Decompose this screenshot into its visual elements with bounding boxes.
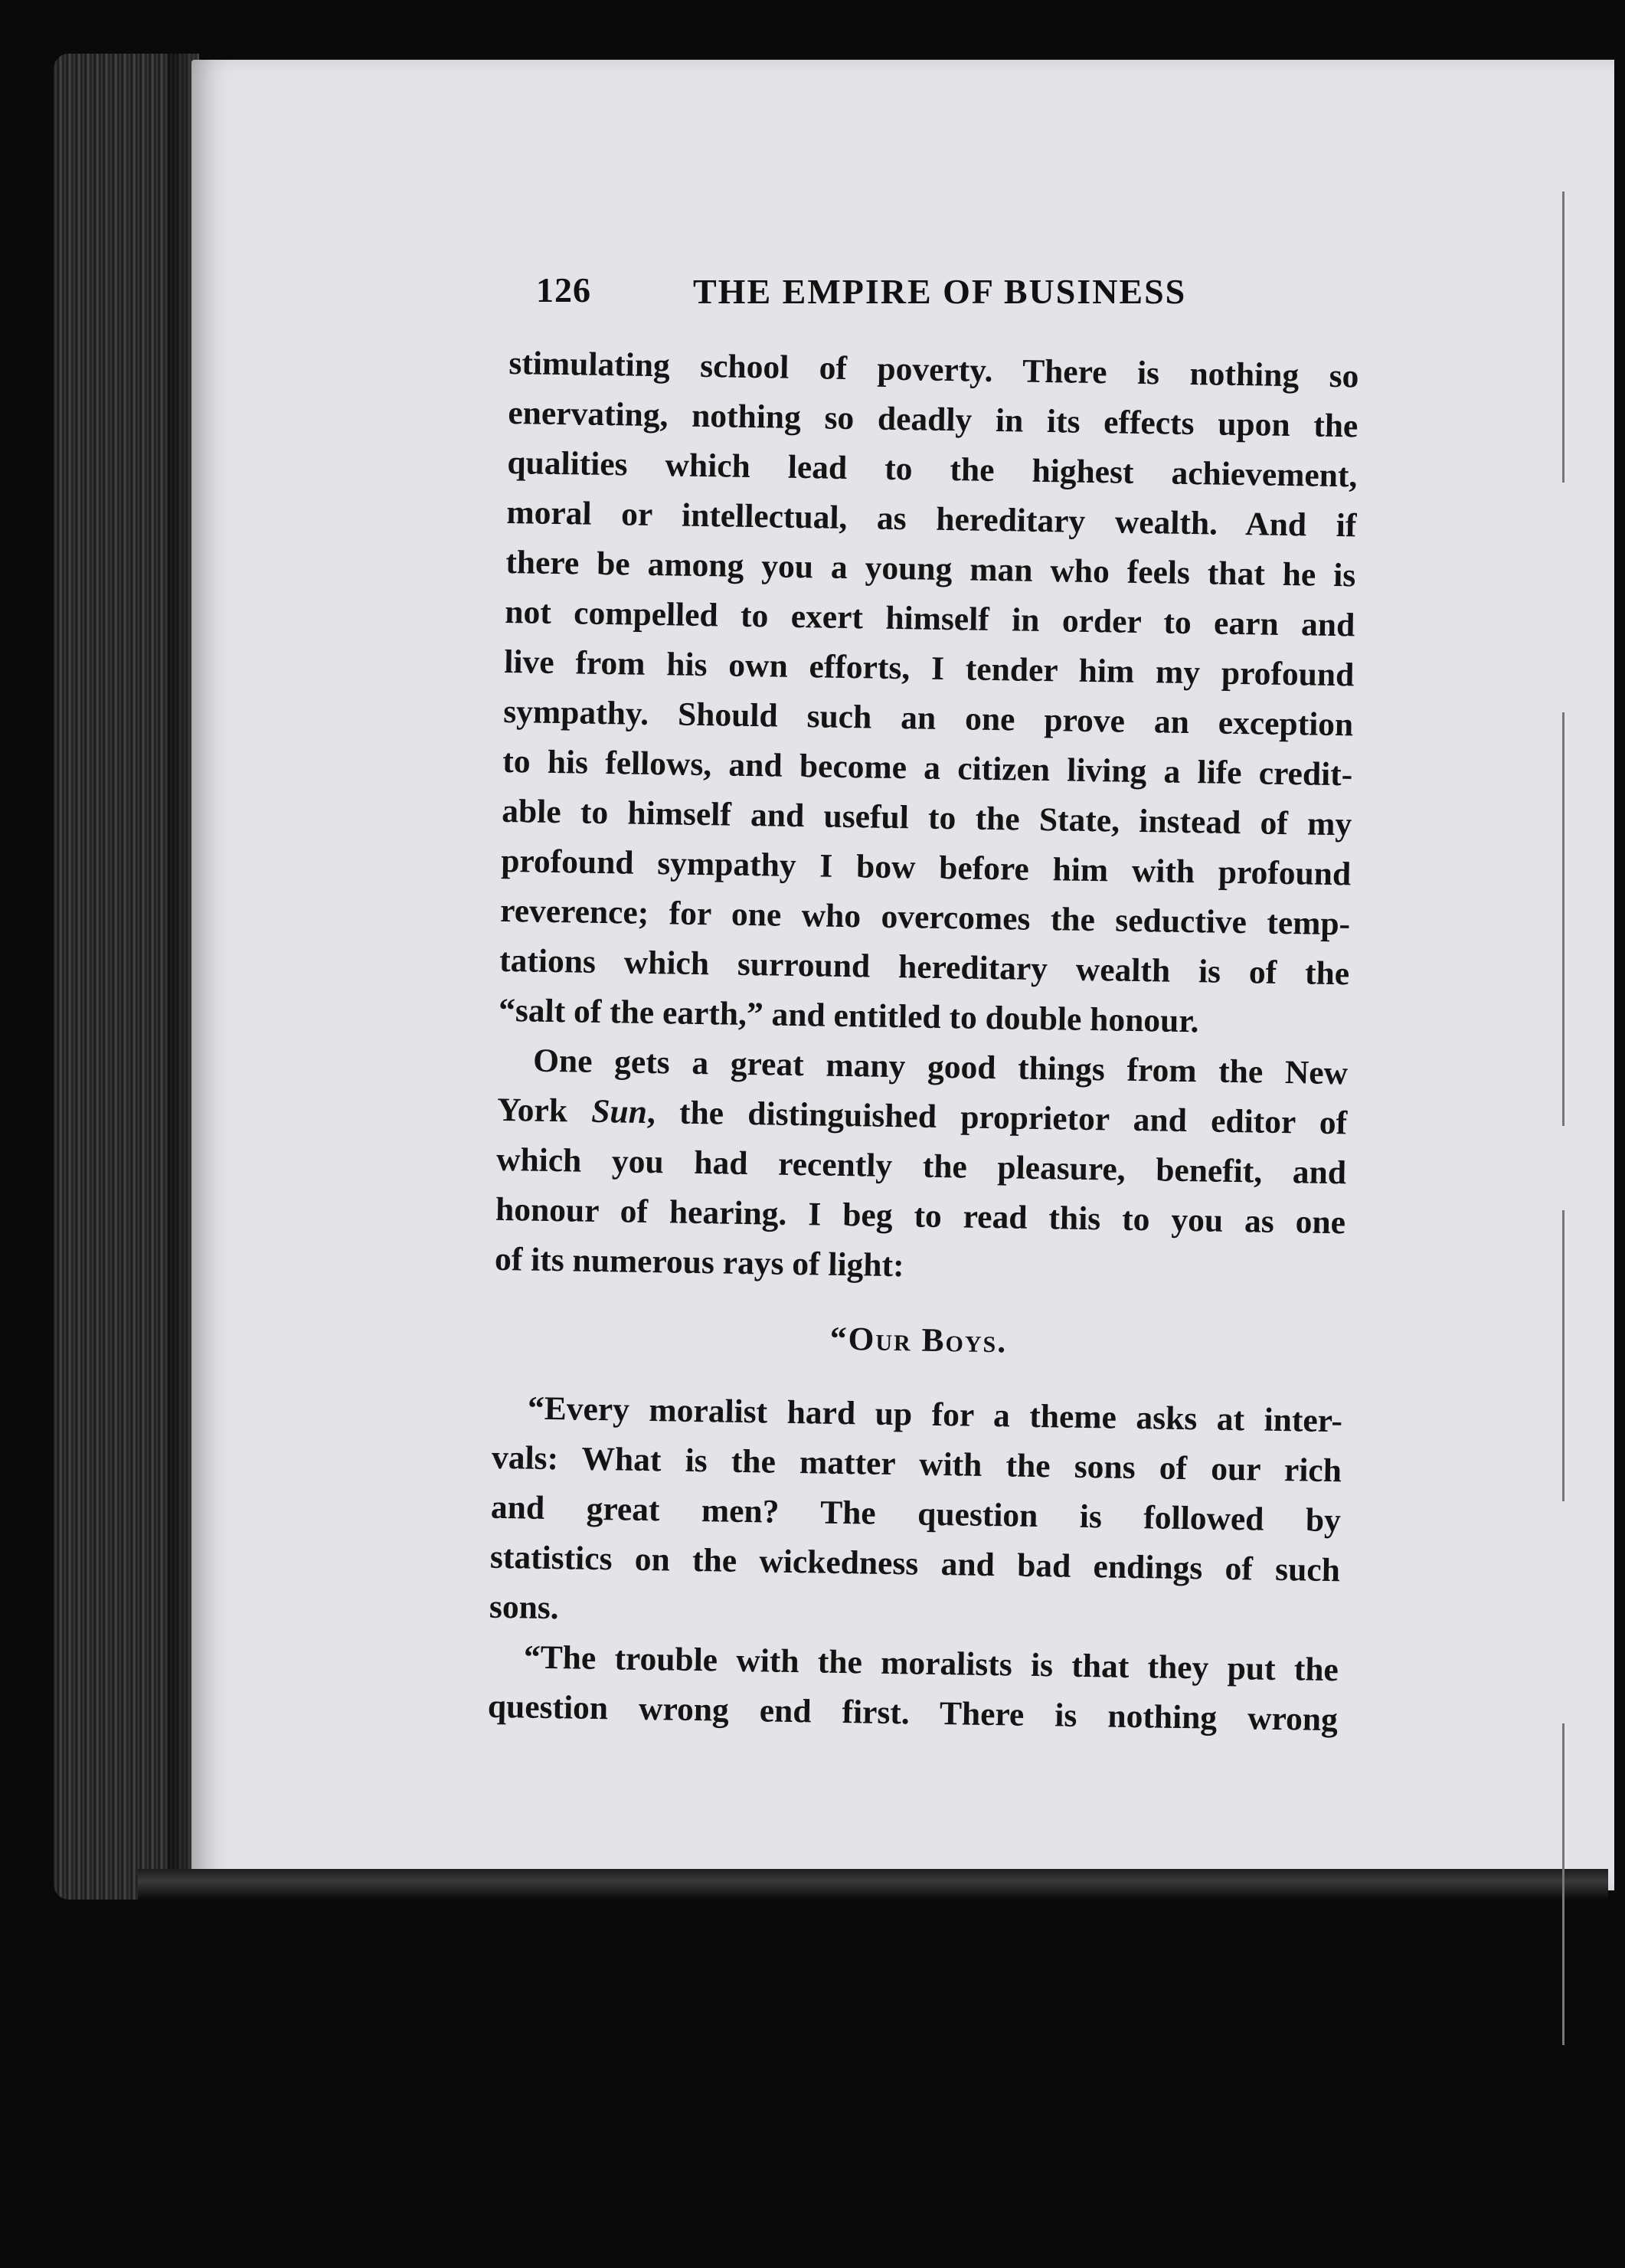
text-line: enervating, nothing so deadly in its effects upon the — [508, 394, 1359, 445]
body-text — [487, 339, 1359, 1745]
text-line: question wrong end first. There is nothing wrong — [487, 1687, 1339, 1739]
text-line: “Every moralist hard up for a theme asks at inter- — [527, 1389, 1343, 1440]
text-segment: , the distinguished proprietor and editor of — [646, 1093, 1348, 1142]
text-line: vals: What is the matter with the sons of our rich — [491, 1438, 1342, 1490]
gutter-line — [1562, 191, 1565, 483]
text-line: “salt of the earth,” and entitled to double honour. — [498, 991, 1199, 1040]
text-line: there be among you a young man who feels that he is — [505, 543, 1356, 594]
text-segment: York — [496, 1091, 592, 1130]
text-line: reverence; for one who overcomes the seductive temp- — [499, 892, 1351, 943]
text-line: “The trouble with the moralists is that they put the — [523, 1638, 1339, 1689]
text-line: and great men? The question is followed by — [490, 1488, 1342, 1540]
newspaper-title: Sun — [590, 1092, 648, 1131]
text-line: statistics on the wickedness and bad endings of such — [489, 1538, 1341, 1589]
section-heading: “Our Boys. — [829, 1320, 1008, 1360]
text-line: sympathy. Should such an one prove an exception — [502, 692, 1354, 744]
book-page-edge — [54, 54, 199, 1900]
text-line: One gets a great many good things from the New — [532, 1042, 1349, 1092]
text-line: honour of hearing. I beg to read this to you as one — [495, 1190, 1346, 1242]
text-line: to his fellows, and become a citizen living a life credit- — [502, 742, 1353, 794]
text-line: sons. — [489, 1588, 560, 1627]
text-line: qualities which lead to the highest achievement, — [507, 443, 1358, 495]
gutter-line — [1562, 712, 1565, 1126]
gutter-line — [1562, 1210, 1565, 1501]
text-line: profound sympathy I bow before him with profound — [500, 842, 1352, 893]
text-line: live from his own efforts, I tender him my profound — [503, 643, 1355, 694]
gutter-line — [1562, 1723, 1565, 2045]
text-line: able to himself and useful to the State, instead of my — [501, 792, 1352, 843]
text-line: tations which surround hereditary wealth is of the — [499, 941, 1350, 993]
text-line: moral or intellectual, as hereditary wealth. And if — [506, 493, 1357, 545]
text-line: stimulating school of poverty. There is nothing so — [508, 344, 1359, 395]
page-header — [536, 270, 1371, 323]
book-bottom-edge — [138, 1869, 1608, 1900]
text-line: which you had recently the pleasure, benefit, and — [495, 1141, 1347, 1192]
text-line: of its numerous rays of light: — [494, 1240, 904, 1285]
text-line: not compelled to exert himself in order to earn and — [505, 593, 1355, 644]
running-head: THE EMPIRE OF BUSINESS — [693, 272, 1187, 311]
page-number: 126 — [536, 270, 591, 309]
